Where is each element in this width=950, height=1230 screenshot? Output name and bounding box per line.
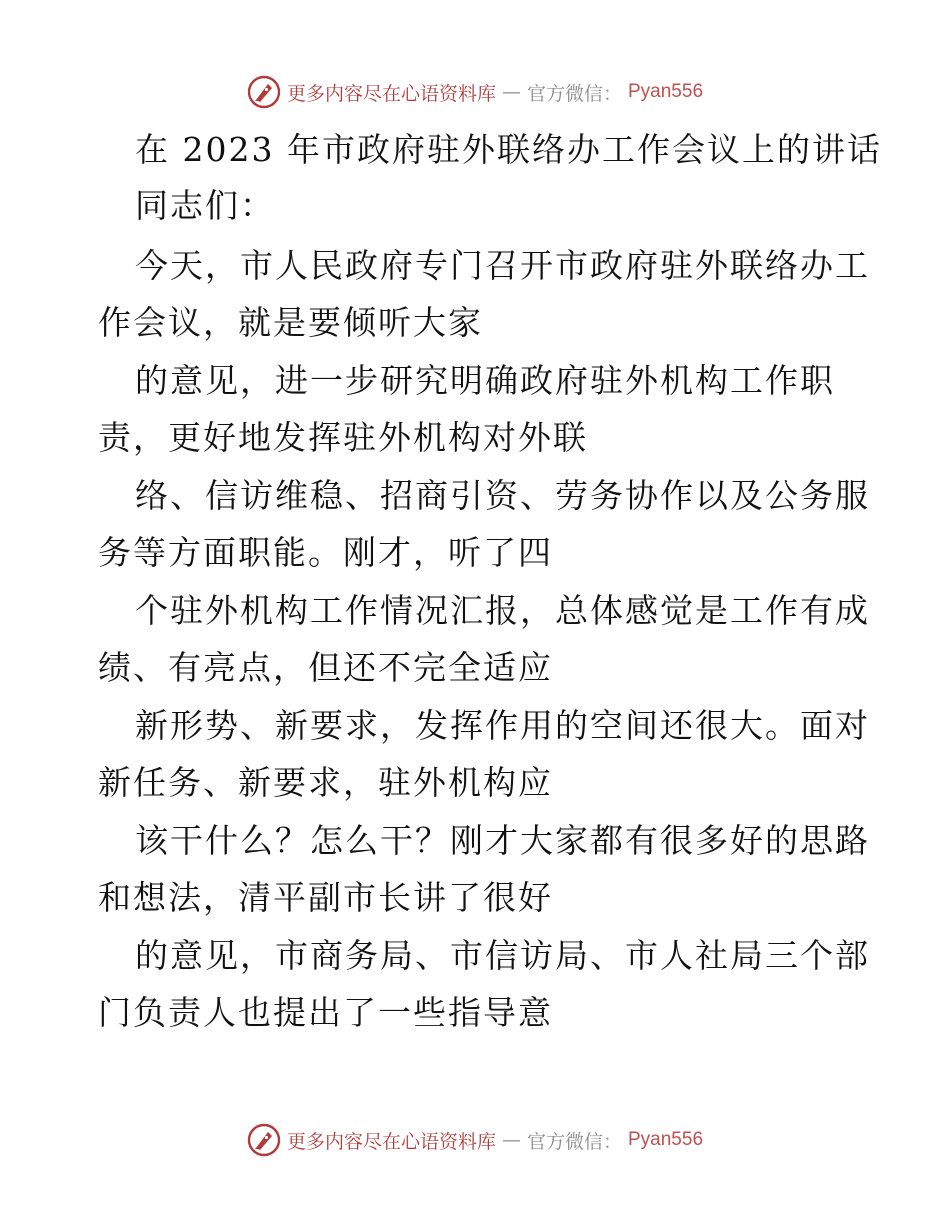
- paragraph-line: 该干什么？怎么干？刚才大家都有很多好的思路: [135, 821, 870, 860]
- watermark-main-text: 更多内容尽在心语资料库: [286, 82, 496, 105]
- watermark-official-text: 官方微信：: [526, 1130, 622, 1153]
- watermark-main-text: 更多内容尽在心语资料库: [286, 1130, 496, 1153]
- paragraph-line: 作会议，就是要倾听大家: [98, 303, 483, 342]
- watermark-official-text: 官方微信：: [526, 82, 622, 105]
- paragraph-line: 今天，市人民政府专门召开市政府驻外联络办工: [135, 246, 870, 285]
- paragraph-line: 新形势、新要求，发挥作用的空间还很大。面对: [135, 706, 870, 745]
- watermark-dash: —: [501, 81, 521, 103]
- paragraph-line: 门负责人也提出了一些指导意: [98, 993, 553, 1032]
- paragraph-line: 个驻外机构工作情况汇报，总体感觉是工作有成: [135, 591, 870, 630]
- paragraph-line: 务等方面职能。刚才，听了四: [98, 533, 553, 572]
- pen-nib-logo-icon: [247, 1123, 281, 1157]
- paragraph-line: 责，更好地发挥驻外机构对外联: [98, 418, 588, 457]
- watermark-dash: —: [501, 1129, 521, 1151]
- header-watermark: [0, 72, 950, 112]
- document-title: 在 2023 年市政府驻外联络办工作会议上的讲话: [135, 130, 882, 169]
- paragraph-line: 的意见，进一步研究明确政府驻外机构工作职: [135, 361, 835, 400]
- paragraph-line: 新任务、新要求，驻外机构应: [98, 763, 553, 802]
- paragraph-line: 绩、有亮点，但还不完全适应: [98, 648, 553, 687]
- footer-watermark: [0, 1120, 950, 1160]
- paragraph-line: 络、信访维稳、招商引资、劳务协作以及公务服: [135, 476, 870, 515]
- paragraph-line: 同志们：: [135, 186, 275, 225]
- watermark-wechat-id: Pyan556: [628, 81, 704, 102]
- paragraph-line: 和想法，清平副市长讲了很好: [98, 878, 553, 917]
- watermark-wechat-id: Pyan556: [628, 1129, 704, 1150]
- paragraph-line: 的意见，市商务局、市信访局、市人社局三个部: [135, 936, 870, 975]
- pen-nib-logo-icon: [247, 75, 281, 109]
